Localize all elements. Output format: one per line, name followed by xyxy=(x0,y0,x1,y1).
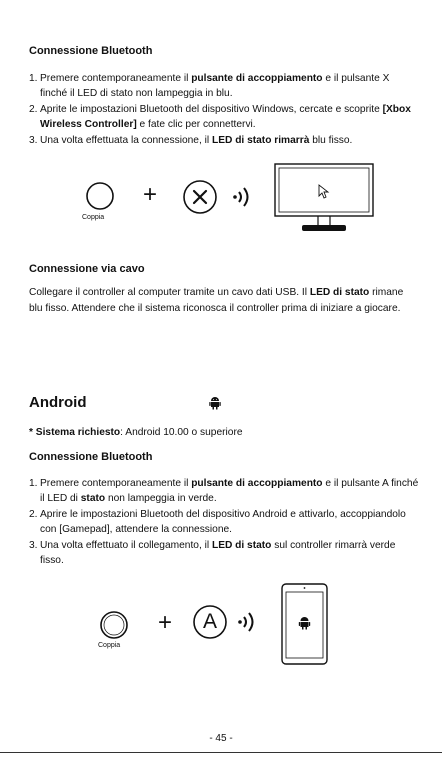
pair-label: Coppia xyxy=(82,214,105,221)
pair-button-icon-android xyxy=(99,610,129,640)
a-button-letter: A xyxy=(202,610,217,633)
cable-description: Collegare il controller al computer tramite un cavo dati USB. Il LED di stato rimane blu fisso. Attendere che il sistema riconosca il controller prima di iniziare a giocare. xyxy=(29,287,404,314)
plus-sign: + xyxy=(143,181,158,208)
bluetooth-step-2: 2. Aprite le impostazioni Bluetooth del dispositivo Windows, cercate e scoprite [Xbox Wireless Controller] e fate clic per connettervi. xyxy=(29,103,411,131)
pair-button-icon xyxy=(85,181,115,211)
cable-section-title: Connessione via cavo xyxy=(29,263,145,275)
bottom-rule xyxy=(0,752,442,753)
system-requirement: * Sistema richiesto: Android 10.00 o superiore xyxy=(29,427,243,438)
android-step-3: 3. Una volta effettuato il collegamento, il LED di stato sul controller rimarrà verde fisso. xyxy=(29,539,396,567)
android-bluetooth-title: Connessione Bluetooth xyxy=(29,451,153,463)
x-button-icon xyxy=(182,179,218,215)
bluetooth-step-3: 3. Una volta effettuata la connessione, il LED di stato rimarrà blu fisso. xyxy=(29,134,353,146)
bluetooth-step-1: 1. Premere contemporaneamente il pulsante di accoppiamento e il pulsante X finché il LED di stato non lampeggia in blu. xyxy=(29,73,390,100)
android-steps-list xyxy=(29,476,419,568)
android-step-2: 2. Aprire le impostazioni Bluetooth del dispositivo Android e attivarlo, accoppiandolo con [Gamepad], attendere la connessione. xyxy=(29,508,406,536)
wireless-signal-icon xyxy=(230,186,254,208)
page-number: - 45 - xyxy=(209,733,233,744)
plus-sign-android: + xyxy=(158,609,173,636)
monitor-icon xyxy=(274,163,374,235)
android-robot-icon xyxy=(209,396,221,410)
android-phone-icon xyxy=(281,583,328,665)
android-section-title: Android xyxy=(29,394,87,411)
android-step-1: 1. Premere contemporaneamente il pulsante di accoppiamento e il pulsante A finché il LED di stato non lampeggia in verde. xyxy=(29,478,419,505)
pair-label-android: Coppia xyxy=(98,642,121,649)
bluetooth-section-title: Connessione Bluetooth xyxy=(29,45,153,57)
bluetooth-steps-list xyxy=(29,71,419,148)
wireless-signal-icon-android xyxy=(235,611,259,633)
